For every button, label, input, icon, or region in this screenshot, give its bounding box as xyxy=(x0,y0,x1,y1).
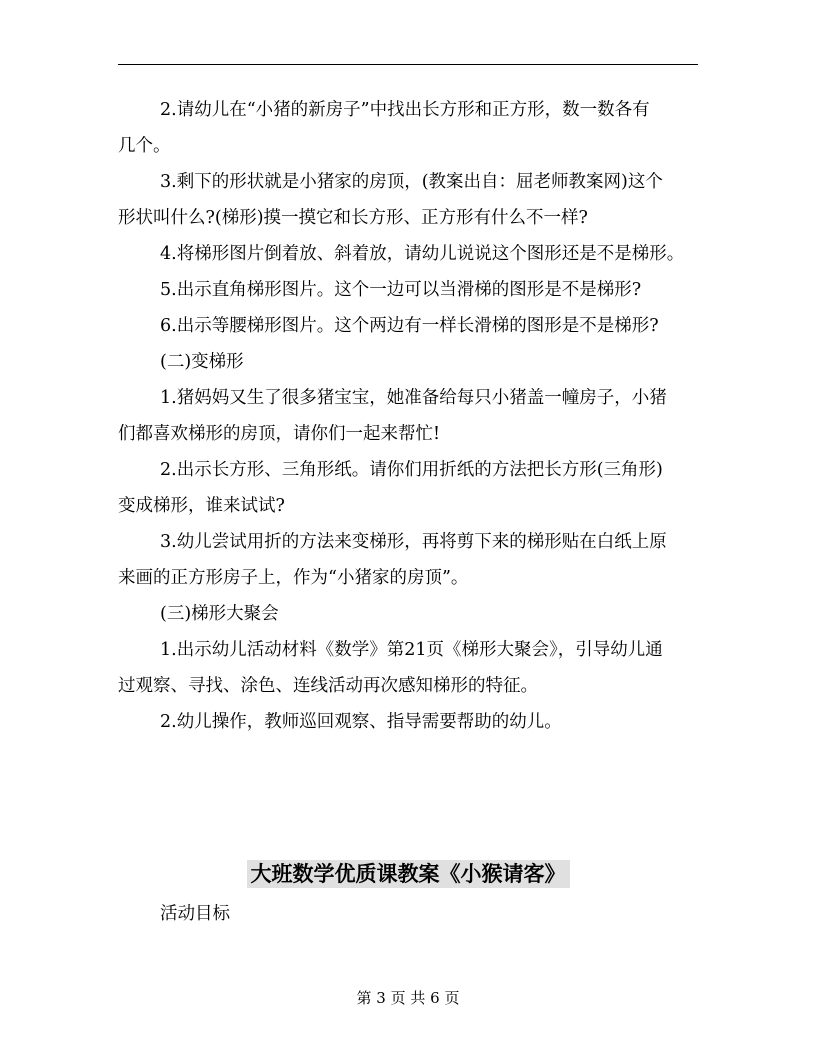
paragraph-line: 形状叫什么?(梯形)摸一摸它和长方形、正方形有什么不一样? xyxy=(118,208,588,228)
paragraph-line: 们都喜欢梯形的房顶，请你们一起来帮忙! xyxy=(118,424,441,444)
section-title: 大班数学优质课教案《小猴请客》 xyxy=(247,860,570,888)
paragraph-line: 4.将梯形图片倒着放、斜着放，请幼儿说说这个图形还是不是梯形。 xyxy=(160,244,685,264)
paragraph-line: 2.幼儿操作，教师巡回观察、指导需要帮助的幼儿。 xyxy=(160,712,562,732)
paragraph-line: 6.出示等腰梯形图片。这个两边有一样长滑梯的图形是不是梯形? xyxy=(160,316,659,336)
paragraph-line: 变成梯形，谁来试试? xyxy=(118,496,285,516)
paragraph-line: 1.出示幼儿活动材料《数学》第21页《梯形大聚会》，引导幼儿通 xyxy=(160,640,663,660)
paragraph-line: 2.请幼儿在“小猪的新房子”中找出长方形和正方形，数一数各有 xyxy=(160,100,650,120)
paragraph-line: 来画的正方形房子上，作为“小猪家的房顶”。 xyxy=(118,568,469,588)
paragraph-line: 过观察、寻找、涂色、连线活动再次感知梯形的特征。 xyxy=(118,676,538,696)
paragraph-line: 几个。 xyxy=(118,136,171,156)
paragraph-line: 3.剩下的形状就是小猪家的房顶，(教案出自：屈老师教案网)这个 xyxy=(160,172,663,192)
paragraph-line: 5.出示直角梯形图片。这个一边可以当滑梯的图形是不是梯形? xyxy=(160,280,642,300)
header-rule xyxy=(118,64,698,65)
paragraph-line: 2.出示长方形、三角形纸。请你们用折纸的方法把长方形(三角形) xyxy=(160,460,663,480)
section-title-wrap xyxy=(0,860,816,888)
subheading: 活动目标 xyxy=(160,904,230,924)
paragraph-line: 3.幼儿尝试用折的方法来变梯形，再将剪下来的梯形贴在白纸上原 xyxy=(160,532,667,552)
page-footer: 第 3 页 共 6 页 xyxy=(356,989,460,1007)
section-subtitle: (三)梯形大聚会 xyxy=(160,604,279,624)
paragraph-line: 1.猪妈妈又生了很多猪宝宝，她准备给每只小猪盖一幢房子，小猪 xyxy=(160,388,667,408)
section-subtitle: (二)变梯形 xyxy=(160,352,244,372)
